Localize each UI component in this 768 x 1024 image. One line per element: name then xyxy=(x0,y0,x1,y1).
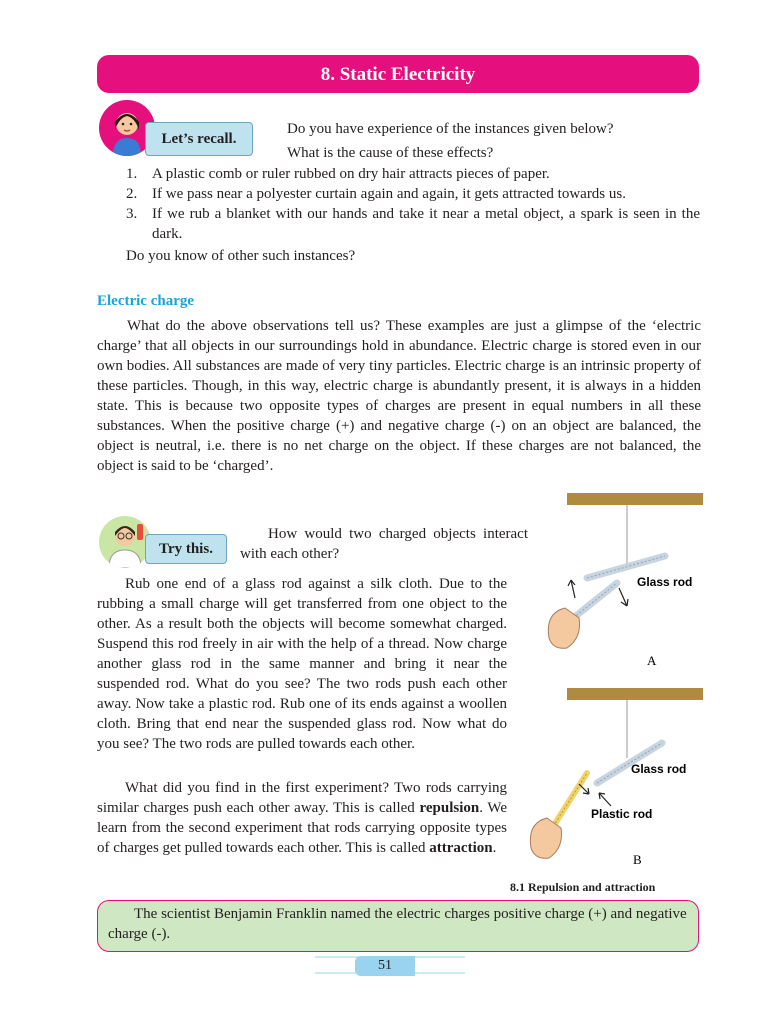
support-bar-a xyxy=(567,493,703,505)
recall-list xyxy=(126,164,700,244)
item-number: 1. xyxy=(126,166,138,182)
scientist-avatar-icon xyxy=(99,516,151,568)
lets-recall-label: Let’s recall. xyxy=(145,122,253,156)
note-text xyxy=(108,904,688,944)
item-number: 2. xyxy=(126,186,138,202)
support-bar-b xyxy=(567,688,703,700)
term-attraction: attraction xyxy=(429,840,493,856)
conclusion-text-1: What did you find in the first experiment? Two rods carrying similar charges push each other away. This is called xyxy=(97,780,507,816)
recall-question-2: What is the cause of these effects? xyxy=(287,145,494,161)
franklin-note: The scientist Benjamin Franklin named the electric charges positive charge (+) and negative charge (-). xyxy=(108,906,687,942)
electric-charge-paragraph: What do the above observations tell us? These examples are just a glimpse of the ‘electric charge’ that all objects in our surroundings hold in abundance. Electric charge is stored even in our own bodies. All substances are made of very tiny particles. Electric charge is an intrinsic property of these particles. Though, in this way, electric charge is abundantly present, it is always in a hidden state. This is because two opposite types of charges are present in equal numbers in all these substances. When the positive charge (+) and negative charge (-) on an object are balanced, the object is neutral, i.e. there is no net charge on the object. If these charges are not balanced, the object is said to be ‘charged’. xyxy=(97,318,701,474)
experiment-paragraph: Rub one end of a glass rod against a silk cloth. Due to the rubbing a small charge will get transferred from one object to the other. As a result both the objects will become somewhat charged. Suspend this rod freely in air with the help of a thread. Now charge another glass rod in the same manner and bring it near the suspended rod. What do you see? The two rods push each other away. Now take a plastic rod. Rub one of its ends against a woollen cloth. Bring that end near the suspended glass rod. Now what do you see? The two rods are pulled towards each other. xyxy=(97,576,507,752)
conclusion-paragraph xyxy=(97,778,507,858)
try-this-label: Try this. xyxy=(145,534,227,564)
recall-question-1: Do you have experience of the instances given below? xyxy=(287,121,614,137)
label-plastic-rod: Plastic rod xyxy=(591,807,653,821)
section-heading: Electric charge xyxy=(97,293,195,309)
repulsion-attraction-figure xyxy=(527,488,707,898)
list-item xyxy=(126,164,700,184)
label-b: B xyxy=(633,852,642,867)
recall-closing: Do you know of other such instances? xyxy=(126,248,356,264)
label-a: A xyxy=(647,653,657,668)
arrow-b-2 xyxy=(599,793,611,806)
figure-caption: 8.1 Repulsion and attraction xyxy=(510,880,656,894)
conclusion-text-3: . xyxy=(492,840,497,856)
conclusion-text-2: . We learn from the second experiment that rods carrying opposite types of charges get pulled towards each other. This is called xyxy=(97,800,507,856)
label-glass-rod-a: Glass rod xyxy=(637,575,693,589)
try-this-question: How would two charged objects interact with each other? xyxy=(240,526,528,562)
chapter-title: 8. Static Electricity xyxy=(97,55,699,93)
recall-list-container xyxy=(126,164,700,266)
item-text: If we rub a blanket with our hands and take it near a metal object, a spark is seen in the dark. xyxy=(152,206,700,242)
list-item xyxy=(126,204,700,244)
item-number: 3. xyxy=(126,206,138,222)
item-text: A plastic comb or ruler rubbed on dry hair attracts pieces of paper. xyxy=(152,166,550,182)
arrow-b-1 xyxy=(579,784,589,794)
label-glass-rod-b: Glass rod xyxy=(631,762,687,776)
item-text: If we pass near a polyester curtain again and again, it gets attracted towards us. xyxy=(152,186,626,202)
recall-questions xyxy=(287,117,707,165)
page-number: 51 xyxy=(355,956,415,976)
term-repulsion: repulsion xyxy=(419,800,480,816)
list-item xyxy=(126,184,700,204)
